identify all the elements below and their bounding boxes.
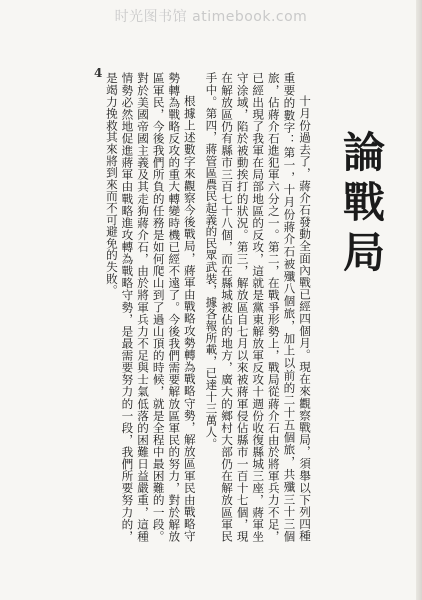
page-spine [416,0,422,600]
article-body [46,72,312,542]
page-mark: 4 [94,66,103,80]
paragraph-1: 十月份過去了，蔣介石發動全面內戰已經四個月。現在來觀察戰局，須舉以下列四種重要的數字：第一，十月份蔣介石被殲八個旅，加上以前的二十五個旅，共殲三十三個旅，佔蔣介石進犯軍六分之一。第二，在戰爭形勢上，戰局從蔣介石由於將軍兵力不足，已經出現了我軍在局部地區的反攻，這就是黨東解放軍反攻十週份收復縣城三座，蔣軍坐守涂域，陷於被動挨打的狀況。第三，解放區自七月以來被蔣軍侵佔縣市一百十七個，現在解放區仍有縣市三百七十八個，而在縣城被佔的地方，廣大的鄉村大部仍在解放區軍民手中。第四，蔣管區農民起義的民眾武裝，據各報所載，已達十三萬人。 [204,72,312,542]
paragraph-2: 根據上述數字來觀察今後戰局，蔣軍由戰略攻勢轉為戰略守勢，解放區軍民由戰略守勢轉為戰略反攻的重大轉變時機已經不遠了。今後我們需要解放區軍民的努力，對於解放區軍民，今後我們所負的任務是如何爬山到了過山頂的時候，就是全程中最困難的一段。對於美國帝國主義及其走狗蔣介石，由於將軍兵力不足與士氣低落的困難日益嚴重，這種情勢必然地促進蔣軍由戰略進攻轉為戰略守勢，是最需要努力的一段，我們所要努力的，是竭力挽救其來將到來而不可避免的失敗。 [104,72,197,542]
article-title: 論戰局 [337,130,386,280]
watermark-text: 时光图书馆 atimebook.com [114,9,308,25]
